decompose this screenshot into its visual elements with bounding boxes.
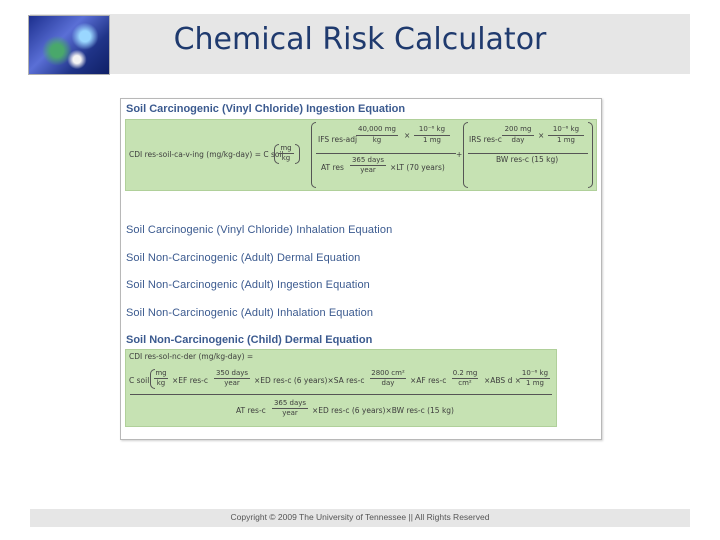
- eq1-lhs: CDI res-soil-ca-v-ing (mg/kg-day) = C soil: [129, 150, 284, 159]
- eq2-abs-label: ×ABS d ×: [484, 376, 522, 385]
- eq2-sa-bot: day: [381, 379, 395, 387]
- eq1-times: ×: [404, 131, 411, 140]
- eq1-big-bracket: [311, 122, 316, 188]
- equation-image-vinyl-ingestion: [125, 119, 597, 191]
- eq1-conv-top: 10⁻⁶ kg: [418, 125, 446, 133]
- eq2-at-label: AT res-c: [236, 406, 266, 415]
- eq1-ir-bot: day: [511, 136, 525, 144]
- eq2-ed: ×ED res-c (6 years)×SA res-c: [254, 376, 365, 385]
- eq1-conv2-top: 10⁻⁶ kg: [552, 125, 580, 133]
- eq1-main-bar: [316, 153, 456, 154]
- eq1-lt: ×LT (70 years): [390, 163, 445, 172]
- eq1-ir-top: 200 mg: [504, 125, 532, 133]
- eq2-main-bar: [130, 394, 552, 395]
- eq1-big-bracket-r: [588, 122, 593, 188]
- eq2-ef-bot: year: [224, 379, 240, 387]
- eq1-at-top: 365 days: [351, 156, 385, 164]
- eq1-ifs-label: IFS res-adj: [318, 135, 358, 144]
- eq2-abs-bot: 1 mg: [526, 379, 544, 387]
- eq1-bw: BW res-c (15 kg): [496, 155, 559, 164]
- equation-link-vinyl-inhalation[interactable]: Soil Carcinogenic (Vinyl Chloride) Inhalation Equation: [126, 224, 393, 236]
- eq2-sa-top: 2800 cm²: [371, 369, 405, 377]
- eq1-plus: +: [456, 150, 463, 159]
- eq1-conv2-bot: 1 mg: [557, 136, 575, 144]
- equation-link-adult-dermal[interactable]: Soil Non-Carcinogenic (Adult) Dermal Equation: [126, 252, 361, 264]
- equation-heading-vinyl-ingestion[interactable]: Soil Carcinogenic (Vinyl Chloride) Ingestion Equation: [126, 103, 406, 115]
- eq2-lhs: CDI res-sol-nc-der (mg/kg-day) =: [129, 352, 254, 361]
- eq2-abs-top: 10⁻⁶ kg: [521, 369, 549, 377]
- page-title-text: Chemical Risk Calculator: [173, 22, 547, 57]
- eq1-unit-top: mg: [280, 144, 292, 152]
- eq1-unit-bot: kg: [281, 154, 291, 162]
- eq2-c-label: C soil: [129, 376, 150, 385]
- eq1-big-bracket-2: [463, 122, 468, 188]
- copyright-text: Copyright © 2009 The University of Tennessee || All Rights Reserved: [230, 512, 490, 522]
- eq1-times-2: ×: [538, 131, 545, 140]
- eq2-at-bot: year: [282, 409, 298, 417]
- eq2-c-top: mg: [155, 369, 167, 377]
- eq1-bracket-r: [295, 144, 300, 164]
- equation-link-adult-inhalation[interactable]: Soil Non-Carcinogenic (Adult) Inhalation Equation: [126, 307, 374, 319]
- page-title: [0, 22, 720, 57]
- eq1-conv-bot: 1 mg: [423, 136, 441, 144]
- eq2-af-label: ×AF res-c: [410, 376, 447, 385]
- eq2-c-bot: kg: [156, 379, 166, 387]
- eq1-at-bot: year: [360, 166, 376, 174]
- eq1-ifs-bot: kg: [372, 136, 382, 144]
- equation-image-child-dermal: [125, 349, 557, 427]
- eq2-af-top: 0.2 mg: [452, 369, 478, 377]
- eq1-ifs-top: 40,000 mg: [358, 125, 396, 133]
- eq2-ef-top: 350 days: [215, 369, 249, 377]
- eq1-at-label: AT res: [321, 163, 344, 172]
- equation-heading-child-dermal[interactable]: Soil Non-Carcinogenic (Child) Dermal Equation: [126, 334, 373, 346]
- equation-panel: [120, 98, 602, 440]
- eq2-at-top: 365 days: [273, 399, 307, 407]
- eq2-den: ×ED res-c (6 years)×BW res-c (15 kg): [312, 406, 454, 415]
- eq2-af-bot: cm²: [458, 379, 472, 387]
- equation-link-adult-ingestion[interactable]: Soil Non-Carcinogenic (Adult) Ingestion Equation: [126, 279, 370, 291]
- eq2-ef-label: ×EF res-c: [172, 376, 208, 385]
- eq1-main-bar-2: [468, 153, 588, 154]
- eq1-ir-label: IRS res-c: [469, 135, 502, 144]
